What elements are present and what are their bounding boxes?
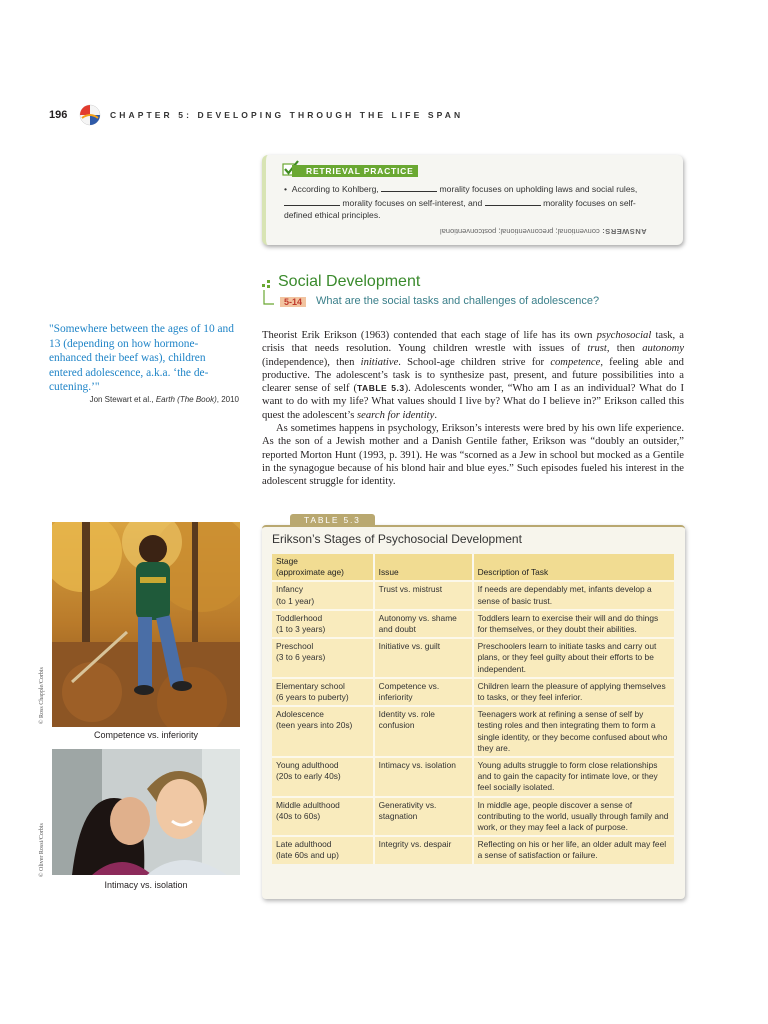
retrieval-practice-title: RETRIEVAL PRACTICE: [292, 165, 418, 177]
table-title: Erikson’s Stages of Psychosocial Development: [272, 532, 522, 546]
table-cell: Identity vs. role confusion: [374, 706, 473, 757]
answer-blank: [485, 196, 541, 206]
photo-credit: © Oliver Rossi/Corbis: [39, 823, 45, 877]
quote-author: Jon Stewart et al.,: [89, 395, 156, 404]
question-text: morality focuses on self-defined ethical principles.: [284, 197, 636, 220]
chapter-title: CHAPTER 5: DEVELOPING THROUGH THE LIFE SPAN: [110, 110, 464, 120]
table-cell: Trust vs. mistrust: [374, 581, 473, 609]
quote-attribution: [49, 395, 239, 404]
section-title: Social Development: [278, 273, 421, 290]
answers-label: ANSWERS:: [602, 227, 647, 236]
table-row: [272, 757, 674, 797]
table-cell: Infancy (to 1 year): [272, 581, 374, 609]
table-cell: Generativity vs. stagnation: [374, 797, 473, 837]
question-text: morality focuses on upholding laws and social rules,: [437, 184, 638, 194]
photo-couple-kissing: [52, 749, 240, 875]
table-cell: Late adulthood (late 60s and up): [272, 836, 374, 863]
answer-blank: [381, 182, 437, 192]
table-cell: Competence vs. inferiority: [374, 678, 473, 706]
paragraph: Theorist Erik Erikson (1963) contended that each stage of life has its own psychosocial task, a crisis that needs resolution. Young children wrestle with issues of trust, then autonomy (independence), then initiative. School-age children strive for competence, feeling able and productive. The adolescent’s task is to synthesize past, present, and future possibilities into a clearer sense of self (TABLE 5.3). Adolescents wonder, “Who am I as an individual? What do I want to do with my life? What values should I live by? What do I believe in?” Erikson called this quest the adolescent’s search for identity.: [262, 330, 685, 421]
answer-blank: [284, 196, 340, 206]
table-tag: TABLE 5.3: [290, 514, 375, 526]
photo-caption: Intimacy vs. isolation: [104, 880, 188, 890]
quote-work: Earth (The Book): [155, 395, 217, 404]
table-row: [272, 797, 674, 837]
table-header-row: [272, 554, 674, 581]
sidebar-quote: "Somewhere between the ages of 10 and 13 (depending on how hormone-enhanced their beef was), children entered adolescence, a.k.a. ‘the de-cutening.’": [49, 323, 234, 393]
table-row: [272, 678, 674, 706]
photo-credit: © Ross Chapple/Corbis: [39, 667, 45, 724]
table-cell: In middle age, people discover a sense of contributing to the world, usually through family and work, or they may feel a lack of purpose.: [473, 797, 674, 837]
table-cell: Initiative vs. guilt: [374, 638, 473, 678]
table-header-cell: Issue: [374, 554, 473, 581]
retrieval-question: • According to Kohlberg, morality focuses on upholding laws and social rules, morality focuses on self-interest, and morality focuses on self-defined ethical principles.: [284, 184, 638, 220]
table-cell: Integrity vs. despair: [374, 836, 473, 863]
table-header-cell: Stage (approximate age): [272, 554, 374, 581]
table-cell: Toddlers learn to exercise their will and do things for themselves, or they doubt their abilities.: [473, 610, 674, 638]
section-question: What are the social tasks and challenges of adolescence?: [316, 295, 600, 307]
table-cell: Preschoolers learn to initiate tasks and carry out plans, or they feel guilty about their efforts to be independent.: [473, 638, 674, 678]
erikson-stages-table: [272, 554, 674, 864]
table-row: [272, 706, 674, 757]
table-cell: Toddlerhood (1 to 3 years): [272, 610, 374, 638]
table-cell: Elementary school (6 years to puberty): [272, 678, 374, 706]
table-header-cell: Description of Task: [473, 554, 674, 581]
quote-year: , 2010: [216, 395, 239, 404]
photo-caption: Competence vs. inferiority: [93, 730, 199, 740]
chapter-logo-icon: [78, 104, 102, 126]
question-text: morality focuses on self-interest, and: [340, 197, 485, 208]
question-text: According to Kohlberg,: [291, 184, 382, 194]
table-reference: TABLE 5.3: [357, 383, 405, 394]
table-cell: Young adulthood (20s to early 40s): [272, 757, 374, 797]
answers-text: conventional; preconventional; postconventional: [440, 227, 601, 236]
upside-down-answers: [440, 227, 647, 236]
table-row: [272, 581, 674, 609]
body-text: [262, 329, 684, 489]
table-cell: Autonomy vs. shame and doubt: [374, 610, 473, 638]
table-row: [272, 638, 674, 678]
table-cell: Teenagers work at refining a sense of self by testing roles and then integrating them to form a single identity, or they become confused about who they are.: [473, 706, 674, 757]
question-number-badge: 5-14: [280, 297, 306, 307]
table-cell: Intimacy vs. isolation: [374, 757, 473, 797]
table-cell: Young adults struggle to form close relationships and to gain the capacity for intimate love, or they feel socially isolated.: [473, 757, 674, 797]
photo-boy-raking-leaves: [52, 522, 240, 727]
paragraph: As sometimes happens in psychology, Erikson’s interests were bred by his own life experience. As the son of a Jewish mother and a Danish Gentile father, Erikson was “doubly an outsider,” reported Morton Hunt (1993, p. 391). He was “scorned as a Jew in school but mocked as a Gentile in the synagogue because of his blond hair and blue eyes.” Such episodes fueled his interest in the adolescent struggle for identity.: [262, 423, 684, 488]
table-cell: If needs are dependably met, infants develop a sense of basic trust.: [473, 581, 674, 609]
table-row: [272, 836, 674, 863]
table-cell: Reflecting on his or her life, an older adult may feel a sense of satisfaction or failure.: [473, 836, 674, 863]
table-cell: Preschool (3 to 6 years): [272, 638, 374, 678]
page-number: 196: [49, 109, 68, 121]
table-cell: Middle adulthood (40s to 60s): [272, 797, 374, 837]
retrieval-practice-box: [262, 155, 683, 245]
table-cell: Children learn the pleasure of applying themselves to tasks, or they feel inferior.: [473, 678, 674, 706]
table-cell: Adolescence (teen years into 20s): [272, 706, 374, 757]
section-marker-icon: [262, 278, 274, 308]
table-row: [272, 610, 674, 638]
